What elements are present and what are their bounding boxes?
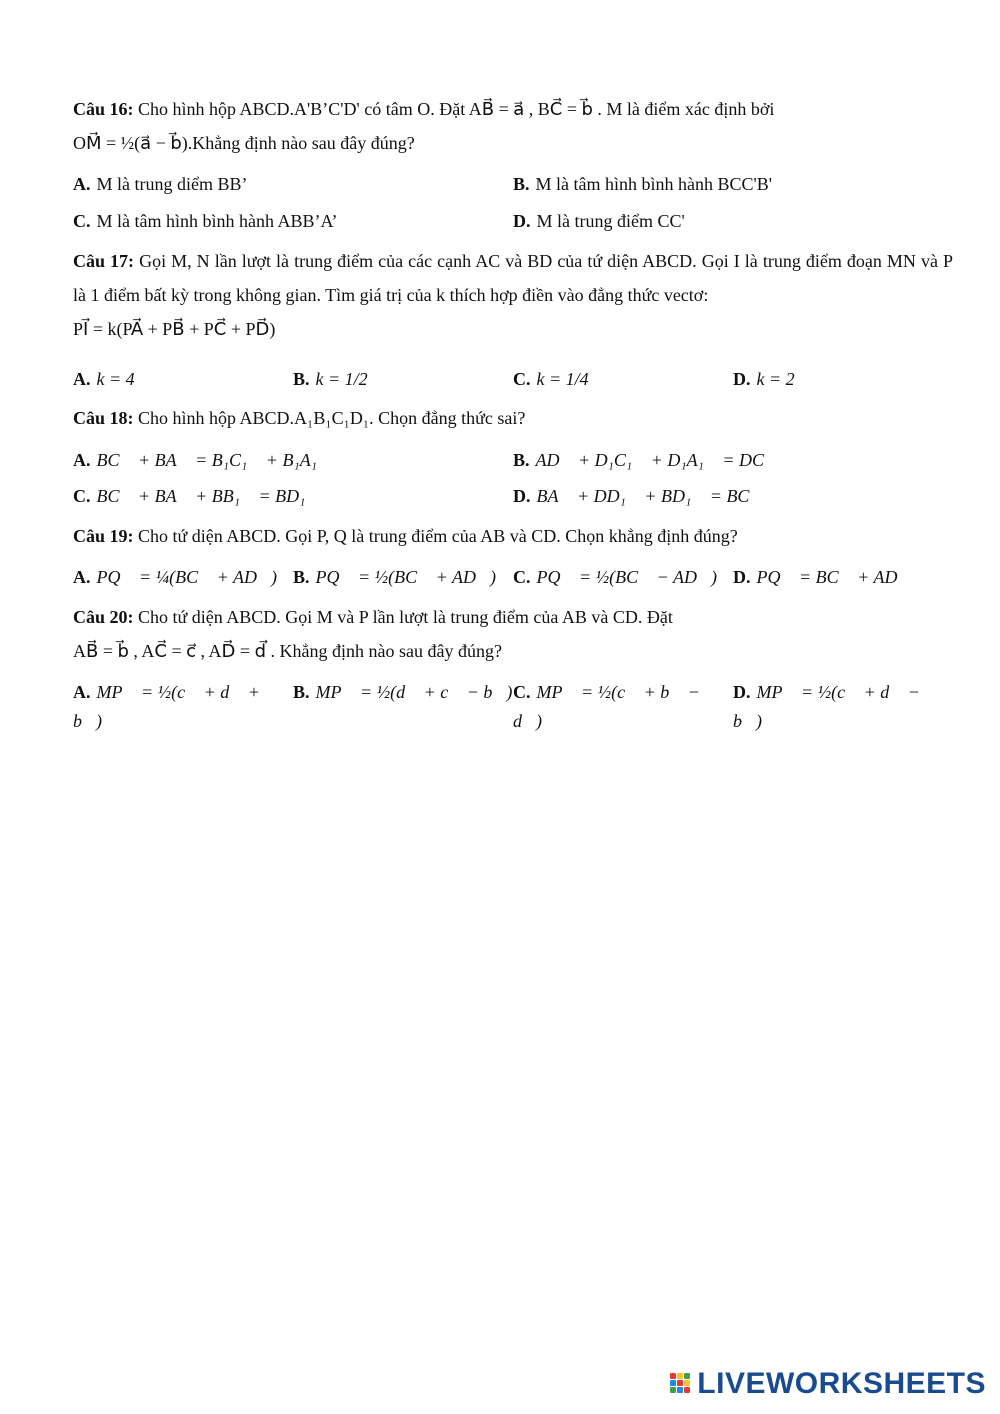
option-d[interactable]: D. PQ⃗ = BC⃗ + AD⃗ xyxy=(733,567,912,588)
question-16 xyxy=(73,92,953,240)
stem-line-2: PI⃗ = k(PA⃗ + PB⃗ + PC⃗ + PD⃗) xyxy=(73,319,276,340)
worksheet-page xyxy=(73,92,953,744)
question-20 xyxy=(73,600,953,740)
option-c[interactable]: C. MP⃗ = ½(c⃗ + b⃗ − d⃗) xyxy=(513,682,700,732)
option-b[interactable]: B. PQ⃗ = ½(BC⃗ + AD⃗) xyxy=(293,567,496,588)
liveworksheets-logo[interactable] xyxy=(670,1364,986,1404)
stem-line-1: Cho tứ diện ABCD. Gọi P, Q là trung điểm của AB và CD. Chọn khẳng định đúng? xyxy=(138,526,738,547)
option-d[interactable]: D. M là trung điểm CC' xyxy=(513,211,685,232)
stem-line-1: Cho hình hộp ABCD.A₁B₁C₁D₁. Chọn đẳng thức sai? xyxy=(138,408,526,429)
option-b[interactable]: B. k = 1/2 xyxy=(293,368,368,389)
question-stem xyxy=(73,519,953,553)
option-b[interactable]: B. AD⃗ + D₁C₁⃗ + D₁A₁⃗ = DC⃗ xyxy=(513,449,778,470)
question-18 xyxy=(73,401,953,515)
question-17 xyxy=(73,244,953,397)
option-c[interactable]: C. BC⃗ + BA⃗ + BB₁⃗ = BD₁⃗ xyxy=(73,486,320,507)
stem-line-2: AB⃗ = b⃗ , AC⃗ = c⃗ , AD⃗ = d⃗ . Khẳng định nào sau đây đúng? xyxy=(73,641,502,662)
option-a[interactable]: A. k = 4 xyxy=(73,368,135,389)
stem-line-1: Cho tứ diện ABCD. Gọi M và P lần lượt là trung điểm của AB và CD. Đặt xyxy=(138,607,673,628)
option-d[interactable]: D. BA⃗ + DD₁⃗ + BD₁⃗ = BC⃗ xyxy=(513,486,764,507)
stem-line-2: OM⃗ = ½(a⃗ − b⃗).Khẳng định nào sau đây đúng? xyxy=(73,133,415,154)
answer-options xyxy=(73,442,953,516)
option-a[interactable]: A. PQ⃗ = ¼(BC⃗ + AD⃗) xyxy=(73,567,277,588)
answer-options xyxy=(73,166,953,240)
question-label: Câu 17: xyxy=(73,250,135,271)
question-label: Câu 18: xyxy=(73,408,134,429)
option-a[interactable]: A. M là trung diểm BB’ xyxy=(73,174,248,195)
question-stem xyxy=(73,244,953,312)
question-label: Câu 19: xyxy=(73,526,134,547)
stem-line-1: Cho hình hộp ABCD.A'B’C'D' có tâm O. Đặt AB⃗ = a⃗ , BC⃗ = b⃗ . M là điểm xác định bởi xyxy=(138,99,775,119)
option-b[interactable]: B. M là tâm hình bình hành BCC'B' xyxy=(513,174,773,195)
option-c[interactable]: C. M là tâm hình bình hành ABB’A’ xyxy=(73,211,338,232)
option-d[interactable]: D. k = 2 xyxy=(733,368,795,389)
option-c[interactable]: C. PQ⃗ = ½(BC⃗ − AD⃗) xyxy=(513,567,717,588)
answer-options xyxy=(73,361,953,398)
question-stem xyxy=(73,600,953,634)
question-19 xyxy=(73,519,953,596)
logo-text: LIVEWORKSHEETS xyxy=(697,1367,986,1400)
option-c[interactable]: C. k = 1/4 xyxy=(513,368,589,389)
logo-grid-icon xyxy=(670,1373,692,1395)
option-d[interactable]: D. MP⃗ = ½(c⃗ + d⃗ − b⃗) xyxy=(733,682,920,732)
answer-options xyxy=(73,674,953,740)
option-b[interactable]: B. MP⃗ = ½(d⃗ + c⃗ − b⃗) xyxy=(293,682,513,703)
answer-options xyxy=(73,559,953,596)
question-stem xyxy=(73,92,953,126)
option-a[interactable]: A. BC⃗ + BA⃗ = B₁C₁⃗ + B₁A₁⃗ xyxy=(73,449,331,470)
question-stem xyxy=(73,401,953,435)
option-a[interactable]: A. MP⃗ = ½(c⃗ + d⃗ + b⃗) xyxy=(73,682,260,732)
stem-line-1: Gọi M, N lần lượt là trung điểm của các cạnh AC và BD của tứ diện ABCD. Gọi I là trung điểm đoạn MN và P là 1 điểm bất kỳ trong không gian. Tìm giá trị của k thích hợp điền vào đẳng thức vectơ: xyxy=(73,250,953,306)
question-label: Câu 16: xyxy=(73,99,134,119)
question-label: Câu 20: xyxy=(73,607,134,628)
